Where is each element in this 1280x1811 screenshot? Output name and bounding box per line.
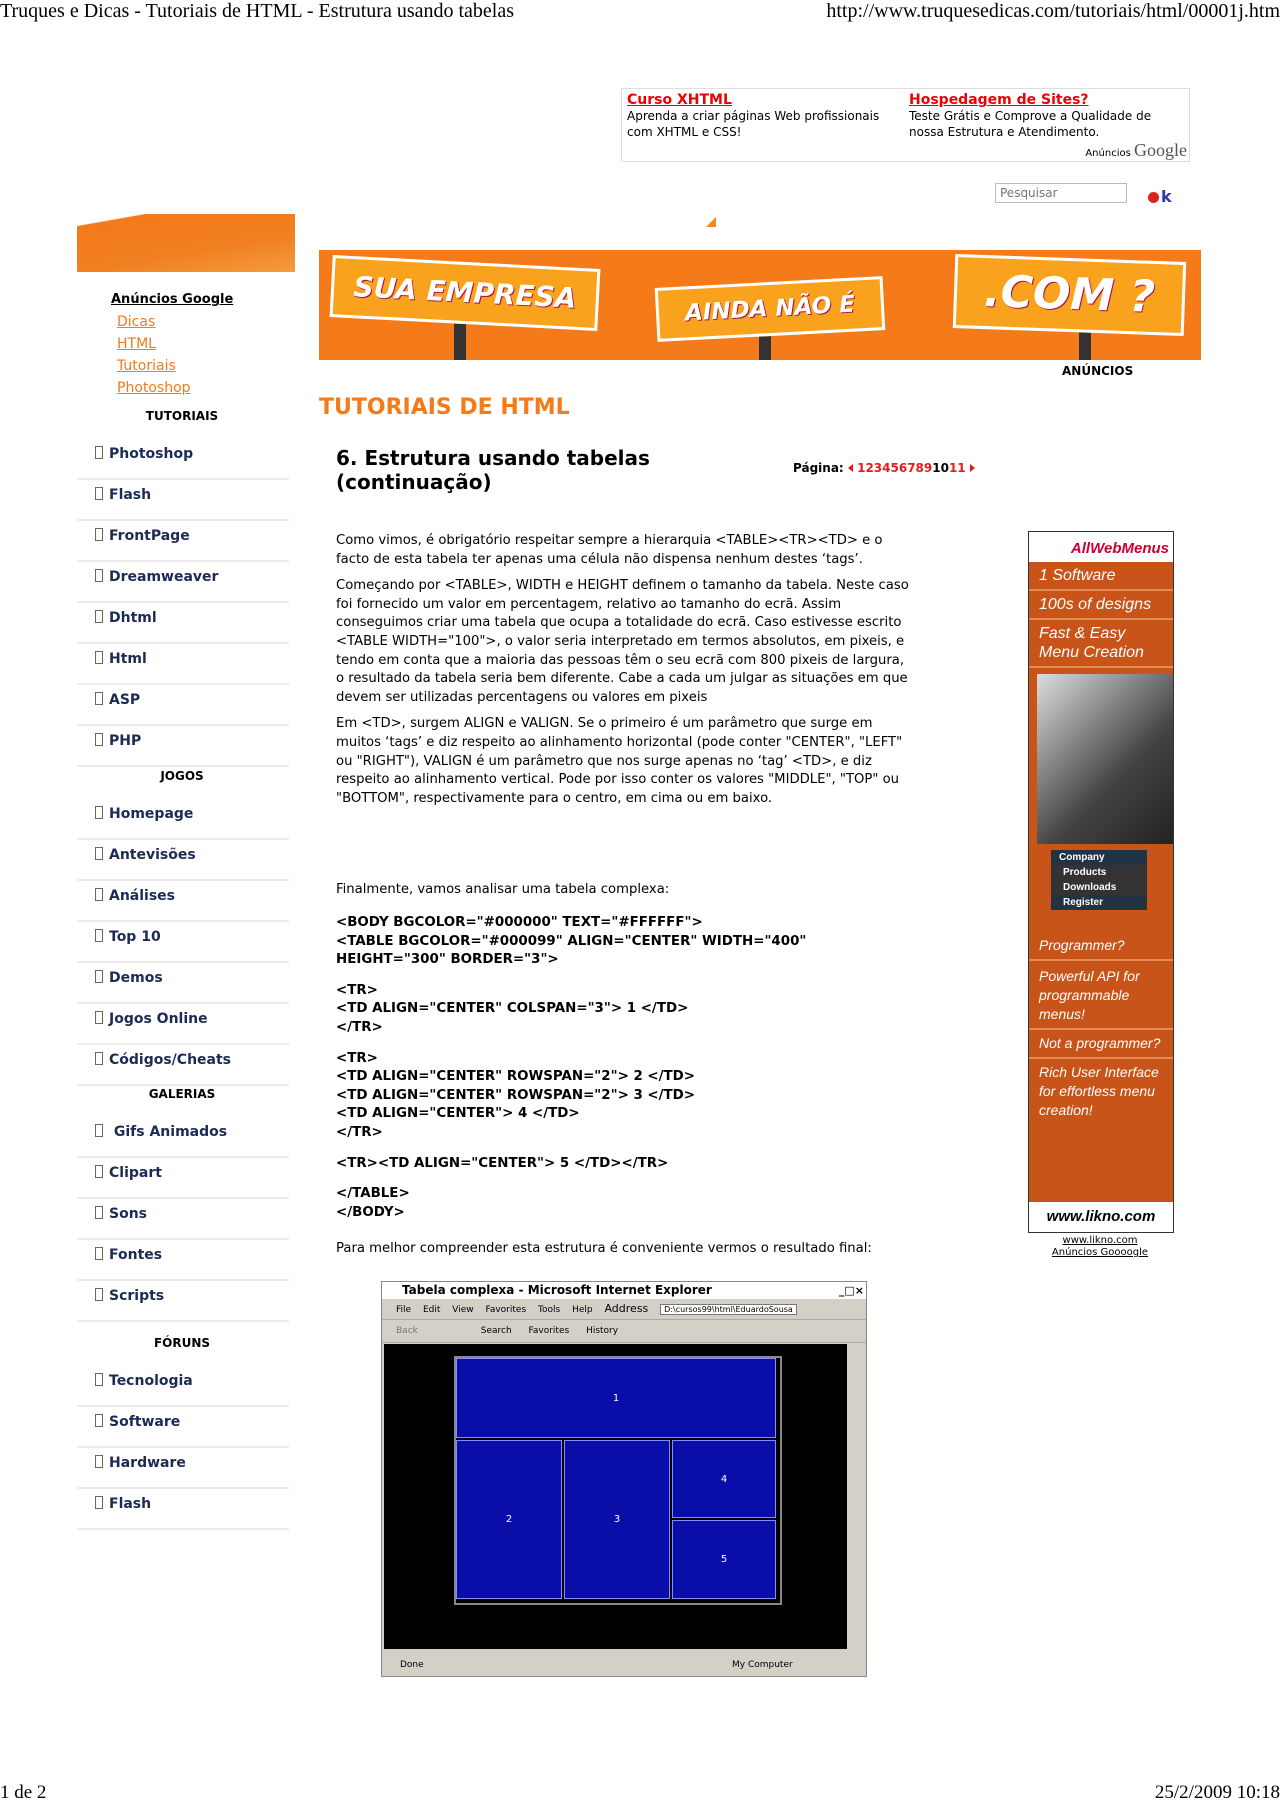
paragraph: Em <TD>, surgem ALIGN e VALIGN. Se o primeiro é um parâmetro que surge em muitos ‘tags’ e diz respeito ao alinhamento horizontal (pode conter "CENTER", "LEFT" ou "RIGHT"), VALIGN é um parâmetro que nos surge apenas no ‘tag’ <TD>, e diz respeito ao alinhamento vertical. Pode por isso conter os valores "MIDDLE", "TOP" ou "BOTTOM", respectivamente para o centro, em cima ou em baixo. — [336, 716, 903, 806]
bullet-icon — [95, 888, 103, 901]
paragraph: Para melhor compreender esta estrutura é conveniente vermos o resultado final: — [336, 1241, 872, 1256]
sidebar-item-label: Photoshop — [109, 446, 194, 462]
sidebar-item[interactable] — [77, 1367, 289, 1407]
sidebar-item[interactable] — [77, 800, 289, 840]
awm-links — [1028, 1235, 1172, 1259]
ie-tool: Favorites — [528, 1326, 570, 1336]
bullet-icon — [95, 1165, 103, 1178]
sidebar-item[interactable] — [77, 522, 289, 562]
code-line: </TABLE> — [336, 1186, 410, 1202]
ie-menu-item: Favorites — [485, 1305, 527, 1315]
books-image — [1037, 674, 1173, 844]
sidebar-item-label: Hardware — [109, 1455, 186, 1471]
sidebar-item[interactable] — [77, 1118, 289, 1158]
ads-by-label: Anúncios — [1085, 148, 1131, 159]
ie-tool: History — [586, 1326, 619, 1336]
sidebar-item[interactable] — [77, 481, 289, 521]
awm-link[interactable]: www.likno.com — [1062, 1235, 1138, 1246]
code-line: <TR> — [336, 1050, 378, 1066]
table-cell: 2 — [456, 1440, 562, 1599]
bullet-icon — [95, 1011, 103, 1024]
sidebar-item-label: Homepage — [109, 806, 194, 822]
paragraph: Como vimos, é obrigatório respeitar sempre a hierarquia <TABLE><TR><TD> e o facto de esta tabela ter apenas uma célula não dispensa nenhum destes ‘tags’. — [336, 533, 883, 567]
sidebar-item[interactable] — [77, 1408, 289, 1448]
paragraph: Finalmente, vamos analisar uma tabela complexa: — [336, 882, 670, 897]
code-line: <TD ALIGN="CENTER" ROWSPAN="2"> 3 </TD> — [336, 1087, 696, 1103]
triangle-icon — [706, 217, 716, 227]
ad-item[interactable] — [909, 92, 1179, 140]
search-ok-button[interactable] — [1148, 187, 1172, 206]
sidebar-item[interactable] — [77, 1241, 289, 1281]
table-cell: 5 — [672, 1520, 776, 1599]
article-title: 6. Estrutura usando tabelas (continuação) — [336, 446, 650, 494]
next-arrow-icon[interactable] — [970, 464, 975, 472]
awm-row: Not a programmer? — [1029, 1030, 1173, 1059]
bullet-icon — [95, 569, 103, 582]
awm-menu-item: Register — [1051, 895, 1147, 910]
paragraph: Começando por <TABLE>, WIDTH e HEIGHT definem o tamanho da tabela. Neste caso foi fornecido um valor em percentagem, relativo ao tamanho do ecrã. Assim conseguimos criar uma tabela que ocupa a totalidade do ecrã. Caso estivesse escrito <TABLE WIDTH="100">, o valor seria interpretado em termos absolutos, em pixeis, e tendo em conta que a maioria das pessoas têm o seu ecrã com 800 pixeis de largura, o resultado da tabela seria bem diferente. Cabe a cada um julgar as situações em que devem ser utilizadas percentagens ou valores em pixeis — [336, 578, 909, 705]
awm-row: Fast & Easy Menu Creation — [1029, 620, 1173, 668]
banner-sign: SUA EMPRESA — [330, 255, 601, 331]
google-ads-box — [621, 88, 1190, 162]
sidebar-section-jogos: JOGOS — [160, 769, 204, 783]
print-header-title: Truques e Dicas - Tutoriais de HTML - Estrutura usando tabelas — [0, 0, 515, 22]
bullet-icon — [95, 528, 103, 541]
code-gap — [336, 1173, 926, 1185]
sidebar-item-label: PHP — [109, 733, 142, 749]
sidebar-item-label: Tecnologia — [109, 1373, 193, 1389]
awm-menu — [1051, 850, 1147, 910]
sidebar-item-label: Sons — [109, 1206, 148, 1222]
table-cell: 3 — [564, 1440, 670, 1599]
sidebar-item[interactable] — [77, 727, 289, 767]
sidebar-item[interactable] — [77, 923, 289, 963]
sidebar-google-link[interactable]: Photoshop — [117, 380, 191, 396]
print-footer-datetime: 25/2/2009 10:18 — [1154, 1782, 1280, 1803]
ie-tool: Back — [396, 1326, 418, 1336]
allwebmenus-ad[interactable] — [1028, 531, 1174, 1233]
bullet-icon — [95, 1288, 103, 1301]
prev-arrow-icon[interactable] — [848, 464, 853, 472]
sidebar-item-label: Códigos/Cheats — [109, 1052, 232, 1068]
ad-item[interactable] — [627, 92, 897, 140]
search-input[interactable] — [995, 183, 1127, 203]
sidebar-item[interactable] — [77, 440, 289, 480]
window-controls-icon: _□× — [838, 1284, 864, 1297]
bullet-icon — [95, 1124, 103, 1137]
ie-menu-item: Help — [572, 1305, 593, 1315]
sidebar-item-label: ASP — [109, 692, 141, 708]
banner-sign: AINDA NÃO É — [655, 276, 886, 342]
awm-footer: www.likno.com — [1029, 1202, 1173, 1232]
code-gap — [336, 1038, 926, 1050]
banner-sign: .COM ? — [953, 254, 1186, 336]
sidebar-item-label: Top 10 — [109, 929, 161, 945]
sidebar-item-label: Flash — [109, 487, 152, 503]
sidebar-google-link[interactable]: HTML — [117, 336, 156, 352]
ad-text: Teste Grátis e Comprove a Qualidade de nossa Estrutura e Atendimento. — [909, 109, 1152, 139]
sidebar-item[interactable] — [77, 563, 289, 603]
sign-post — [759, 335, 771, 360]
ie-window-screenshot — [381, 1281, 867, 1677]
ad-text: Aprenda a criar páginas Web profissionais com XHTML e CSS! — [627, 109, 880, 139]
bullet-icon — [95, 1496, 103, 1509]
sidebar-section-tutoriais: TUTORIAIS — [145, 409, 219, 423]
pagination-current: 10 — [932, 461, 949, 475]
sidebar-item[interactable] — [77, 1282, 289, 1322]
ie-menu-item: Tools — [538, 1305, 561, 1315]
ie-status-left: Done — [400, 1660, 424, 1670]
code-line: </BODY> — [336, 1204, 405, 1220]
code-gap — [336, 1143, 926, 1155]
bullet-icon — [95, 610, 103, 623]
ie-tool: Search — [480, 1326, 512, 1336]
sidebar-item[interactable] — [77, 645, 289, 685]
sidebar-section-galerias: GALERIAS — [148, 1087, 216, 1101]
bullet-icon — [95, 806, 103, 819]
page-title: TUTORIAIS DE HTML — [319, 395, 570, 420]
print-footer-page: 1 de 2 — [0, 1782, 47, 1803]
code-line: <TR><TD ALIGN="CENTER"> 5 </TD></TR> — [336, 1155, 669, 1171]
sidebar-google-ads-title[interactable]: Anúncios Google — [111, 292, 234, 307]
code-line: <TD ALIGN="CENTER" COLSPAN="3"> 1 </TD> — [336, 1001, 689, 1017]
sidebar-item[interactable] — [77, 1200, 289, 1240]
sidebar-item[interactable] — [77, 841, 289, 881]
bullet-icon — [95, 487, 103, 500]
code-line: </TR> — [336, 1019, 383, 1035]
ad-title[interactable]: Hospedagem de Sites? — [909, 92, 1089, 108]
google-logo: Google — [1134, 140, 1187, 160]
sidebar-item[interactable] — [77, 1005, 289, 1045]
bullet-icon — [95, 1247, 103, 1260]
ie-address-label: Address — [604, 1302, 649, 1315]
awm-brand: AllWebMenus — [1029, 532, 1173, 562]
code-line: <TD ALIGN="CENTER"> 4 </TD> — [336, 1106, 580, 1122]
code-line: <TD ALIGN="CENTER" ROWSPAN="2"> 2 </TD> — [336, 1069, 696, 1085]
ok-label: k — [1161, 187, 1172, 206]
sidebar-item-label: Demos — [109, 970, 163, 986]
sidebar-item-label: FrontPage — [109, 528, 190, 544]
bullet-icon — [95, 970, 103, 983]
banner-ad[interactable] — [319, 250, 1201, 360]
pagination-pages[interactable]: 123456789 — [857, 461, 933, 475]
ok-dot-icon — [1148, 192, 1159, 203]
sidebar-item-label: Flash — [109, 1496, 152, 1512]
sidebar-item-label: Scripts — [109, 1288, 165, 1304]
sidebar-item-label: Dhtml — [109, 610, 157, 626]
ie-menu-item: View — [452, 1305, 474, 1315]
article-body — [336, 532, 916, 816]
awm-menu-item: Company — [1051, 850, 1147, 865]
bullet-icon — [95, 733, 103, 746]
sidebar-item-label: Html — [109, 651, 147, 667]
ad-title[interactable]: Curso XHTML — [627, 92, 732, 108]
pagination — [793, 461, 975, 475]
ie-menu-item: Edit — [422, 1305, 441, 1315]
code-gap — [336, 970, 926, 982]
bullet-icon — [95, 1052, 103, 1065]
ie-address: D:\cursos99\html\EduardoSousa — [660, 1304, 797, 1315]
awm-row: 100s of designs — [1029, 591, 1173, 620]
sidebar-item-label: Fontes — [109, 1247, 163, 1263]
anuncios-label: ANÚNCIOS — [1062, 364, 1134, 378]
pagination-pages[interactable]: 11 — [948, 461, 966, 475]
bullet-icon — [95, 446, 103, 459]
sidebar-item[interactable] — [77, 882, 289, 922]
sidebar-item[interactable] — [77, 964, 289, 1004]
ie-menu-bar — [382, 1299, 866, 1320]
awm-link[interactable]: Anúncios Goooogle — [1051, 1247, 1149, 1258]
bullet-icon — [95, 1414, 103, 1427]
awm-row: Programmer? — [1029, 932, 1173, 961]
site-logo-fragment — [77, 214, 295, 272]
sidebar-item-label: Jogos Online — [109, 1011, 208, 1027]
demo-table — [454, 1356, 782, 1605]
sidebar-item-label: Antevisões — [109, 847, 196, 863]
ie-viewport — [384, 1344, 847, 1649]
code-line: <TABLE BGCOLOR="#000099" ALIGN="CENTER" WIDTH="400" — [336, 933, 807, 949]
bullet-icon — [95, 1455, 103, 1468]
sidebar-item[interactable] — [77, 1490, 289, 1530]
sidebar-item[interactable] — [77, 686, 289, 726]
sidebar-item[interactable] — [77, 1449, 289, 1489]
code-line: HEIGHT="300" BORDER="3"> — [336, 952, 559, 968]
ie-toolbar — [382, 1320, 866, 1343]
sidebar-item-label: Análises — [109, 888, 176, 904]
awm-menu-item: Products — [1051, 865, 1147, 880]
ie-status-right: My Computer — [732, 1660, 793, 1670]
bullet-icon — [95, 847, 103, 860]
ie-title: Tabela complexa - Microsoft Internet Explorer — [402, 1283, 712, 1297]
sidebar-item[interactable] — [77, 1159, 289, 1199]
ie-menu-item: File — [396, 1305, 412, 1315]
code-line: </TR> — [336, 1124, 383, 1140]
sidebar-item[interactable] — [77, 604, 289, 644]
sidebar-item-label: Gifs Animados — [109, 1124, 228, 1140]
print-header-url: http://www.truquesedicas.com/tutoriais/html/00001j.htm — [826, 0, 1280, 22]
sidebar-item-label: Dreamweaver — [109, 569, 219, 585]
sign-post — [454, 320, 466, 360]
awm-row: 1 Software — [1029, 562, 1173, 591]
bullet-icon — [95, 692, 103, 705]
bullet-icon — [95, 1206, 103, 1219]
sidebar-item-label: Software — [109, 1414, 181, 1430]
table-cell: 1 — [456, 1358, 776, 1438]
awm-row: Rich User Interface for effortless menu creation! — [1039, 1064, 1159, 1118]
pagination-label: Página: — [793, 461, 844, 475]
ie-title-bar — [382, 1282, 866, 1299]
ie-status-bar — [382, 1654, 866, 1676]
sidebar-item[interactable] — [77, 1046, 289, 1086]
sidebar-section-foruns: FÓRUNS — [153, 1336, 211, 1350]
code-block — [336, 914, 926, 1222]
sidebar-google-link[interactable]: Dicas — [117, 314, 156, 330]
bullet-icon — [95, 929, 103, 942]
code-line: <BODY BGCOLOR="#000000" TEXT="#FFFFFF"> — [336, 915, 703, 930]
code-line: <TR> — [336, 982, 378, 998]
table-cell: 4 — [672, 1440, 776, 1518]
ads-by-google[interactable] — [1085, 140, 1187, 161]
sidebar-google-link[interactable]: Tutoriais — [117, 358, 176, 374]
bullet-icon — [95, 651, 103, 664]
bullet-icon — [95, 1373, 103, 1386]
awm-menu-item: Downloads — [1051, 880, 1147, 895]
sidebar-item-label: Clipart — [109, 1165, 162, 1181]
awm-row: Powerful API for programmable menus! — [1029, 961, 1173, 1030]
